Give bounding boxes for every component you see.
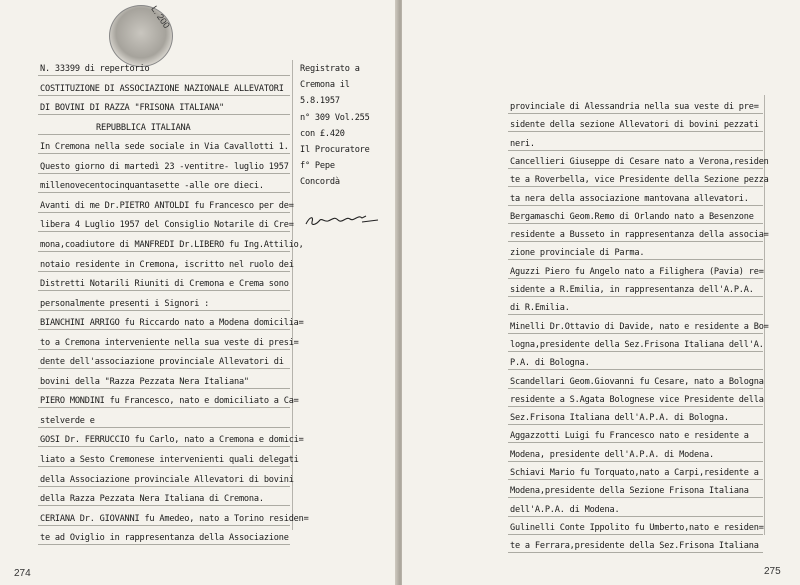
ruled-line — [38, 114, 290, 115]
ruled-line — [508, 296, 763, 297]
text-line: libera 4 Luglio 1957 del Consiglio Notarile di Cre= — [40, 220, 294, 231]
text-line: Registrato a — [300, 64, 360, 74]
ruled-line — [508, 131, 763, 132]
ruled-line — [508, 388, 763, 389]
text-line: te a Ferrara,presidente della Sez.Frisona Italiana — [510, 541, 759, 552]
ruled-line — [508, 168, 763, 169]
ruled-line — [38, 153, 290, 154]
text-line: PIERO MONDINI fu Francesco, nato e domiciliato a Ca= — [40, 396, 299, 407]
text-line: n° 309 Vol.255 — [300, 112, 370, 123]
text-line: Bergamaschi Geom.Remo di Orlando nato a Besenzone — [510, 211, 754, 222]
text-line: Sez.Frisona Italiana dell'A.P.A. di Bologna. — [510, 413, 729, 424]
text-line: millenovecentocinquantasette -alle ore dieci. — [40, 181, 264, 192]
text-line: Aggazzotti Luigi fu Francesco nato e residente a — [510, 431, 749, 442]
text-line: zione provinciale di Parma. — [510, 248, 645, 259]
ruled-line — [38, 407, 290, 408]
text-line: Scandellari Geom.Giovanni fu Cesare, nato a Bologna — [510, 376, 764, 387]
text-line: ta nera della associazione mantovana allevatori. — [510, 193, 749, 204]
text-line: provinciale di Alessandria nella sua veste di pre= — [510, 102, 759, 112]
ruled-line — [508, 516, 763, 517]
text-line: dell'A.P.A. di Modena. — [510, 504, 620, 515]
ruled-line — [38, 192, 290, 193]
ruled-line — [38, 427, 290, 428]
ruled-line — [508, 205, 763, 206]
ruled-line — [38, 75, 290, 76]
ruled-line — [508, 113, 763, 114]
text-line: mona,coadiutore di MANFREDI Dr.LIBERO fu Ing.Attilio, — [40, 239, 304, 250]
text-line: In Cremona nella sede sociale in Via Cavallotti 1. — [40, 142, 289, 153]
ruled-line — [508, 534, 763, 535]
text-line: f° Pepe — [300, 161, 335, 172]
text-line: residente a Busseto in rappresentanza della associa= — [510, 230, 769, 241]
ruled-line — [38, 329, 290, 330]
ruled-line — [508, 241, 763, 242]
ruled-line — [38, 544, 290, 545]
text-line: Modena, presidente dell'A.P.A. di Modena. — [510, 449, 714, 460]
ruled-line — [38, 466, 290, 467]
text-line: Schiavi Mario fu Torquato,nato a Carpi,residente a — [510, 468, 759, 478]
stamp-value: L. 200 — [149, 3, 172, 31]
ruled-line — [38, 271, 290, 272]
text-line: Cremona il — [300, 80, 350, 91]
text-line: Concordà — [300, 177, 340, 188]
text-line: Modena,presidente della Sezione Frisona Italiana — [510, 486, 749, 497]
ruled-line — [38, 212, 290, 213]
ruled-line — [508, 223, 763, 224]
text-line: COSTITUZIONE DI ASSOCIAZIONE NAZIONALE ALLEVATORI — [40, 83, 284, 94]
ruled-line — [508, 442, 763, 443]
text-line: con £.420 — [300, 128, 345, 139]
text-line: GOSI Dr. FERRUCCIO fu Carlo, nato a Cremona e domici= — [40, 435, 304, 446]
ruled-line — [38, 388, 290, 389]
text-line: 5.8.1957 — [300, 96, 340, 107]
ruled-line — [38, 525, 290, 526]
ruled-line — [38, 95, 290, 96]
ruled-line — [508, 369, 763, 370]
text-line: P.A. di Bologna. — [510, 358, 590, 369]
ruled-line — [38, 368, 290, 369]
text-line: Minelli Dr.Ottavio di Davide, nato e residente a Bo= — [510, 321, 769, 332]
text-line: notaio residente in Cremona, iscritto nel ruolo dei — [40, 259, 294, 270]
text-line: neri. — [510, 138, 535, 149]
ruled-line — [508, 186, 763, 187]
text-line: Il Procuratore — [300, 145, 370, 155]
ruled-line — [508, 424, 763, 425]
procuratore-signature — [302, 210, 382, 232]
text-line: personalmente presenti i Signori : — [40, 298, 210, 309]
ruled-line — [508, 497, 763, 498]
text-line: di R.Emilia. — [510, 303, 570, 314]
ruled-line — [508, 406, 763, 407]
text-line: N. 33399 di repertorio — [40, 64, 150, 74]
ruled-line — [38, 446, 290, 447]
text-line: sidente della sezione Allevatori di bovini pezzati — [510, 120, 759, 131]
text-line: Cancellieri Giuseppe di Cesare nato a Verona,residen — [510, 156, 769, 167]
text-line: Aguzzi Piero fu Angelo nato a Filighera (Pavia) re= — [510, 266, 764, 277]
ruled-line — [38, 349, 290, 350]
ruled-line — [38, 173, 290, 174]
ruled-line — [508, 479, 763, 480]
text-line: te ad Oviglio in rappresentanza della Associazione — [40, 533, 289, 544]
right-page — [402, 0, 800, 585]
text-line: DI BOVINI DI RAZZA "FRISONA ITALIANA" — [40, 103, 225, 114]
ruled-line — [508, 314, 763, 315]
ruled-line — [38, 134, 290, 135]
text-line: della Associazione provinciale Allevatori di bovini — [40, 474, 294, 485]
ruled-line — [38, 251, 290, 252]
ruled-line — [508, 461, 763, 462]
text-line: liato a Sesto Cremonese intervenienti quali delegati — [40, 455, 299, 465]
text-line: residente a S.Agata Bolognese vice Presidente della — [510, 394, 764, 405]
text-line: Gulinelli Conte Ippolito fu Umberto,nato e residen= — [510, 522, 764, 533]
text-line: Avanti di me Dr.PIETRO ANTOLDI fu Francesco per de= — [40, 200, 294, 211]
page-number-right: 275 — [764, 566, 781, 577]
text-line: logna,presidente della Sez.Frisona Italiana dell'A. — [510, 339, 764, 350]
ruled-line — [508, 150, 763, 151]
ruled-line — [38, 505, 290, 506]
text-line: bovini della "Razza Pezzata Nera Italiana" — [40, 376, 249, 387]
ruled-line — [38, 231, 290, 232]
ruled-line — [38, 310, 290, 311]
page-number-left: 274 — [14, 568, 31, 579]
text-line: Distretti Notarili Riuniti di Cremona e Crema sono — [40, 279, 289, 290]
ruled-line — [508, 333, 763, 334]
text-line: Questo giorno di martedì 23 -ventitre- luglio 1957 — [40, 161, 289, 172]
text-line: to a Cremona interveniente nella sua veste di presi= — [40, 337, 299, 348]
ruled-line — [508, 278, 763, 279]
ruled-line — [38, 486, 290, 487]
ruled-line — [508, 552, 763, 553]
text-line: BIANCHINI ARRIGO fu Riccardo nato a Modena domicilia= — [40, 318, 304, 329]
text-line: della Razza Pezzata Nera Italiana di Cremona. — [40, 494, 264, 505]
text-line: REPUBBLICA ITALIANA — [96, 122, 191, 133]
text-line: sidente a R.Emilia, in rappresentanza dell'A.P.A. — [510, 285, 754, 295]
ruled-line — [508, 259, 763, 260]
text-line: dente dell'associazione provinciale Allevatori di — [40, 357, 284, 368]
text-line: CERIANA Dr. GIOVANNI fu Amedeo, nato a Torino residen= — [40, 513, 309, 524]
text-line: stelverde e — [40, 415, 95, 426]
ruled-line — [508, 351, 763, 352]
left-page — [0, 0, 398, 585]
ruled-line — [38, 290, 290, 291]
text-line: te a Roverbella, vice Presidente della Sezione pezza — [510, 175, 769, 186]
